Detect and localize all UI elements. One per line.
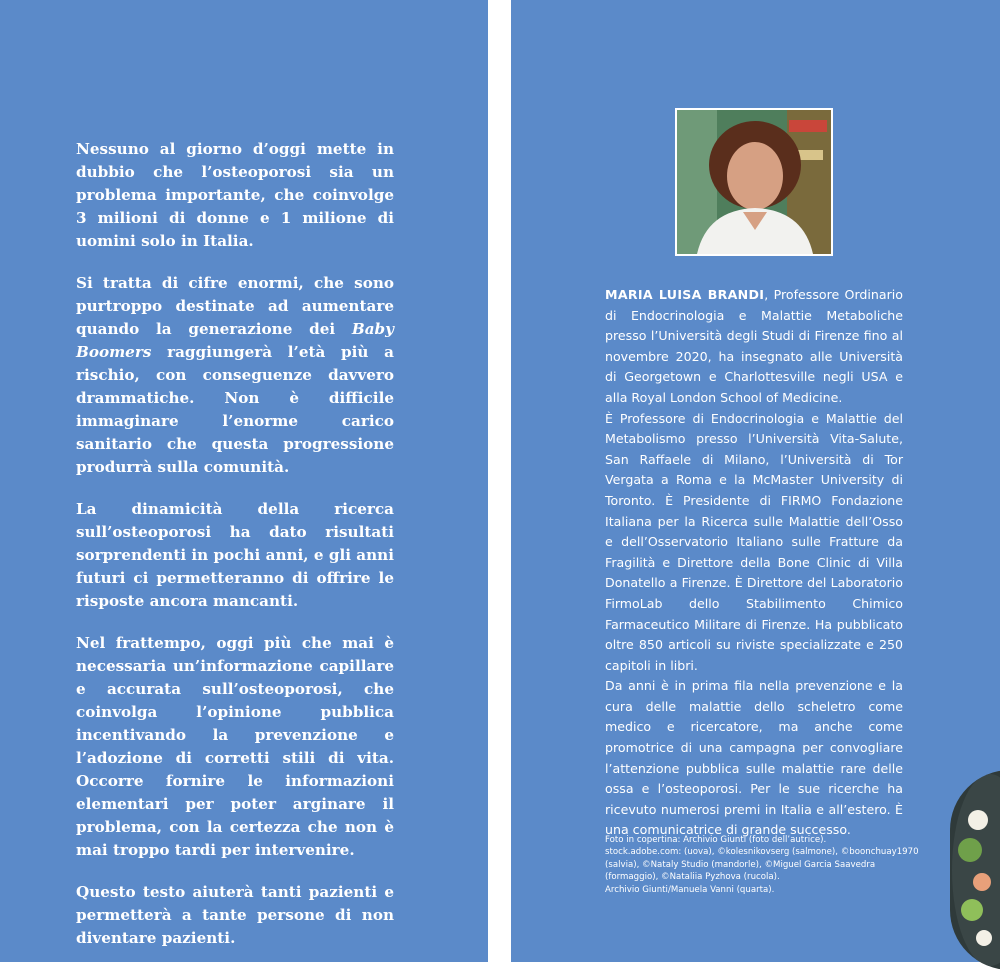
- paragraph-5: Questo testo aiuterà tanti pazienti e permetterà a tante persone di non diventare pazienti.: [76, 883, 394, 947]
- bio-paragraph-3: Da anni è in prima fila nella prevenzione e la cura delle malattie dello scheletro come medico e ricercatore, ma anche come promotrice di una campagna per convogliare l’attenzione pubblica sulle malattie rare delle ossa e l’osteoporosi. Per le sue ricerche ha ricevuto numerosi premi in Italia e all’estero. È una comunicatrice di grande successo.: [605, 678, 903, 838]
- credit-line-3: Archivio Giunti/Manuela Vanni (quarta).: [605, 884, 775, 895]
- bio-paragraph-1: [605, 285, 903, 409]
- salad-plate-icon: [950, 770, 1000, 970]
- photo-credits: [605, 834, 925, 896]
- paragraph-2-end: raggiungerà l’età più a rischio, con conseguenze davvero drammatiche. Non è difficile immaginare l’enorme carico sanitario che questa progressione produrrà sulla comunità.: [76, 343, 394, 476]
- paragraph-4: Nel frattempo, oggi più che mai è necessaria un’informazione capillare e accurata sull’osteoporosi, che coinvolga l’opinione pubblica incentivando la prevenzione e l’adozione di corretti stili di vita. Occorre fornire le informazioni elementari per poter arginare il problema, con la certezza che non è mai troppo tardi per intervenire.: [76, 634, 394, 859]
- intro-text: [76, 138, 394, 969]
- author-portrait-image: [677, 110, 831, 254]
- author-bio: [605, 285, 903, 841]
- paragraph-3: La dinamicità della ricerca sull’osteoporosi ha dato risultati sorprendenti in pochi anni, e gli anni futuri ci permetteranno di offrire le risposte ancora mancanti.: [76, 500, 394, 610]
- food-plate-image: [950, 770, 1000, 970]
- paragraph-2: [76, 272, 394, 479]
- page-gutter: [488, 0, 511, 962]
- baby-boomers-term: Baby Boomers: [76, 320, 394, 361]
- bio-paragraph-2: È Professore di Endocrinologia e Malattie del Metabolismo presso l’Università Vita-Salute, San Raffaele di Milano, l’Università di Tor Vergata a Roma e la McMaster University di Toronto. È Presidente di FIRMO Fondazione Italiana per la Ricerca sulle Malattie dell’Osso e dell’Osservatorio Italiano sulle Fratture da Fragilità e Direttore della Bone Clinic di Villa Donatello a Firenze. È Direttore del Laboratorio FirmoLab dello Stabilimento Chimico Farmaceutico Militare di Firenze. Ha pubblicato oltre 850 articoli su riviste specializzate e 250 capitoli in libri.: [605, 410, 903, 673]
- author-photo: [675, 108, 833, 256]
- left-flap: [0, 0, 488, 962]
- bio-intro: , Professore Ordinario di Endocrinologia e Malattie Metaboliche presso l’Università degli Studi di Firenze fino al novembre 2020, ha insegnato alle Università di Georgetown e Charlottesville negli USA e alla Royal London School of Medicine.: [605, 287, 904, 405]
- paragraph-1: Nessuno al giorno d’oggi mette in dubbio che l’osteoporosi sia un problema importante, che coinvolge 3 milioni di donne e 1 milione di uomini solo in Italia.: [76, 140, 394, 250]
- paragraph-2-start: Si tratta di cifre enormi, che sono purtroppo destinate ad aumentare quando la generazione dei: [76, 274, 394, 338]
- author-name: MARIA LUISA BRANDI: [605, 287, 765, 302]
- credit-line-2: stock.adobe.com: (uova), ©kolesnikovserg (salmone), ©boonchuay1970 (salvia), ©Nataly Studio (mandorle), ©Miguel Garcia Saavedra (formaggio), ©Nataliia Pyzhova (rucola).: [605, 847, 919, 883]
- credit-line-1: Foto in copertina: Archivio Giunti (foto dell’autrice).: [605, 835, 827, 845]
